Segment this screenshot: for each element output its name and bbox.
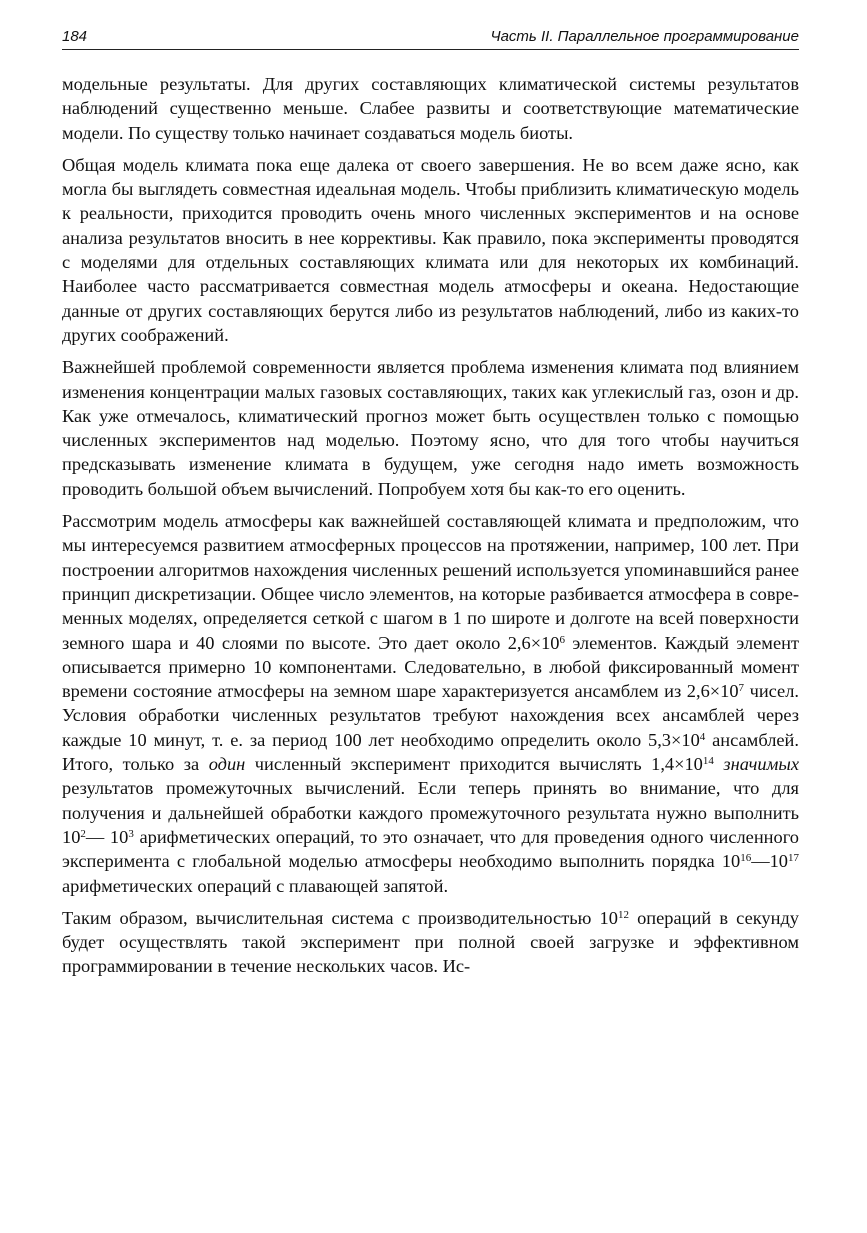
text-run: арифметических операций с плавающей запятой. — [62, 875, 449, 896]
page-number: 184 — [62, 28, 88, 45]
text-run: ансамблей. Итого, только за — [62, 729, 799, 775]
italic-word: один — [208, 754, 246, 775]
exponent: 12 — [617, 908, 629, 921]
text-run: операций в секунду будет осуществлять такой эксперимент при полной своей загрузке и эффективном программировании в течение нескольких часов. Ис- — [62, 907, 799, 977]
running-title: Часть II. Параллельное программирование — [490, 28, 799, 45]
text-run: —10 — [751, 851, 788, 872]
exponent: 4 — [699, 730, 706, 743]
exponent: 16 — [740, 852, 752, 865]
book-page — [62, 28, 799, 987]
running-header — [62, 28, 799, 50]
exponent: 7 — [738, 682, 745, 695]
paragraph-conclusion — [62, 906, 799, 979]
text-run: результатов промежуточных вычислений. Если теперь принять во внимание, что для получения и дальнейшей обработки каждого промежуточного результата нужно выполнить 10 — [62, 778, 799, 847]
exponent: 6 — [559, 633, 565, 646]
paragraph: Общая модель климата пока еще далека от своего завершения. Не во всем даже ясно, как могла бы выглядеть совместная идеальная модель. Чтобы приблизить климатическую модель к реальности, приходится проводить очень много численных экспериментов и на основе анализа результатов вносить в нее коррективы. Как правило, пока эксперименты проводятся с моделями для отдельных составляющих климата или для некоторых их комбинаций. Наиболее часто рассматривается совместная модель атмосферы и океана. Недостающие данные от других составляющих берутся либо из результатов наблюдений, либо из каких-то других соображений. — [62, 154, 799, 345]
exponent: 14 — [702, 754, 714, 767]
text-run: — 10 — [85, 826, 129, 847]
paragraph: модельные результаты. Для других составляющих климатической системы результатов наблюдений существенно меньше. Слабее развиты и соответствующие математические модели. По существу только начинает создаваться модель биоты. — [62, 74, 799, 143]
text-run: чисел. Условия обработки численных результатов требуют нахождения всех ансамблей через каждые 10 минут, т. е. за период 100 лет необходимо определить около 5,3×10 — [62, 681, 799, 750]
text-run: арифметических операций, то это означает, что для проведения одного численного эксперимента с глобальной моделью атмосферы необходимо выполнить порядка 10 — [62, 826, 799, 872]
text-run: Рассмотрим модель атмосферы как важнейшей составляющей климата и предположим, что мы интересуемся развитием атмосферных процессов на протяжении, например, 100 лет. При построении алгоритмов нахождения численных решений используется упоминавшийся ранее принцип дискретизации. Общее число элементов, на которые разбивается атмосфера в современных моделях, определяется сеткой с шагом в 1 по широте и долготе на всей поверхности земного шара и 40 слоями по высоте. Это дает около 2,6×10 — [62, 511, 799, 653]
paragraph-atmosphere-model — [62, 509, 799, 898]
text-run: Таким образом, вычислительная система с производительностью 10 — [62, 907, 618, 928]
exponent: 3 — [128, 827, 134, 840]
exponent: 17 — [788, 852, 799, 865]
paragraph: Важнейшей проблемой современности является проблема изменения климата под влиянием изменения концентрации малых газовых составляющих, таких как углекислый газ, озон и др. Как уже отмечалось, климатический прогноз может быть осуществлен только с помощью численных экспериментов над моделью. Поэтому ясно, что для того чтобы научиться предсказывать изменение климата в будущем, уже сегодня надо иметь возможность проводить большой объем вычислений. Попробуем хотя бы как-то его оценить. — [62, 357, 799, 499]
text-run: элементов. Каждый элемент описывается примерно 10 компонентами. Следовательно, в любой фиксированный момент времени состояние атмосферы на земном шаре характеризуется ансамблем из 2,6×10 — [62, 632, 799, 702]
exponent: 2 — [80, 827, 86, 840]
body-text — [62, 72, 799, 979]
text-run: численный эксперимент приходится вычислять 1,4×10 — [245, 754, 703, 775]
italic-word: значимых — [723, 754, 799, 775]
text-run — [714, 754, 724, 774]
